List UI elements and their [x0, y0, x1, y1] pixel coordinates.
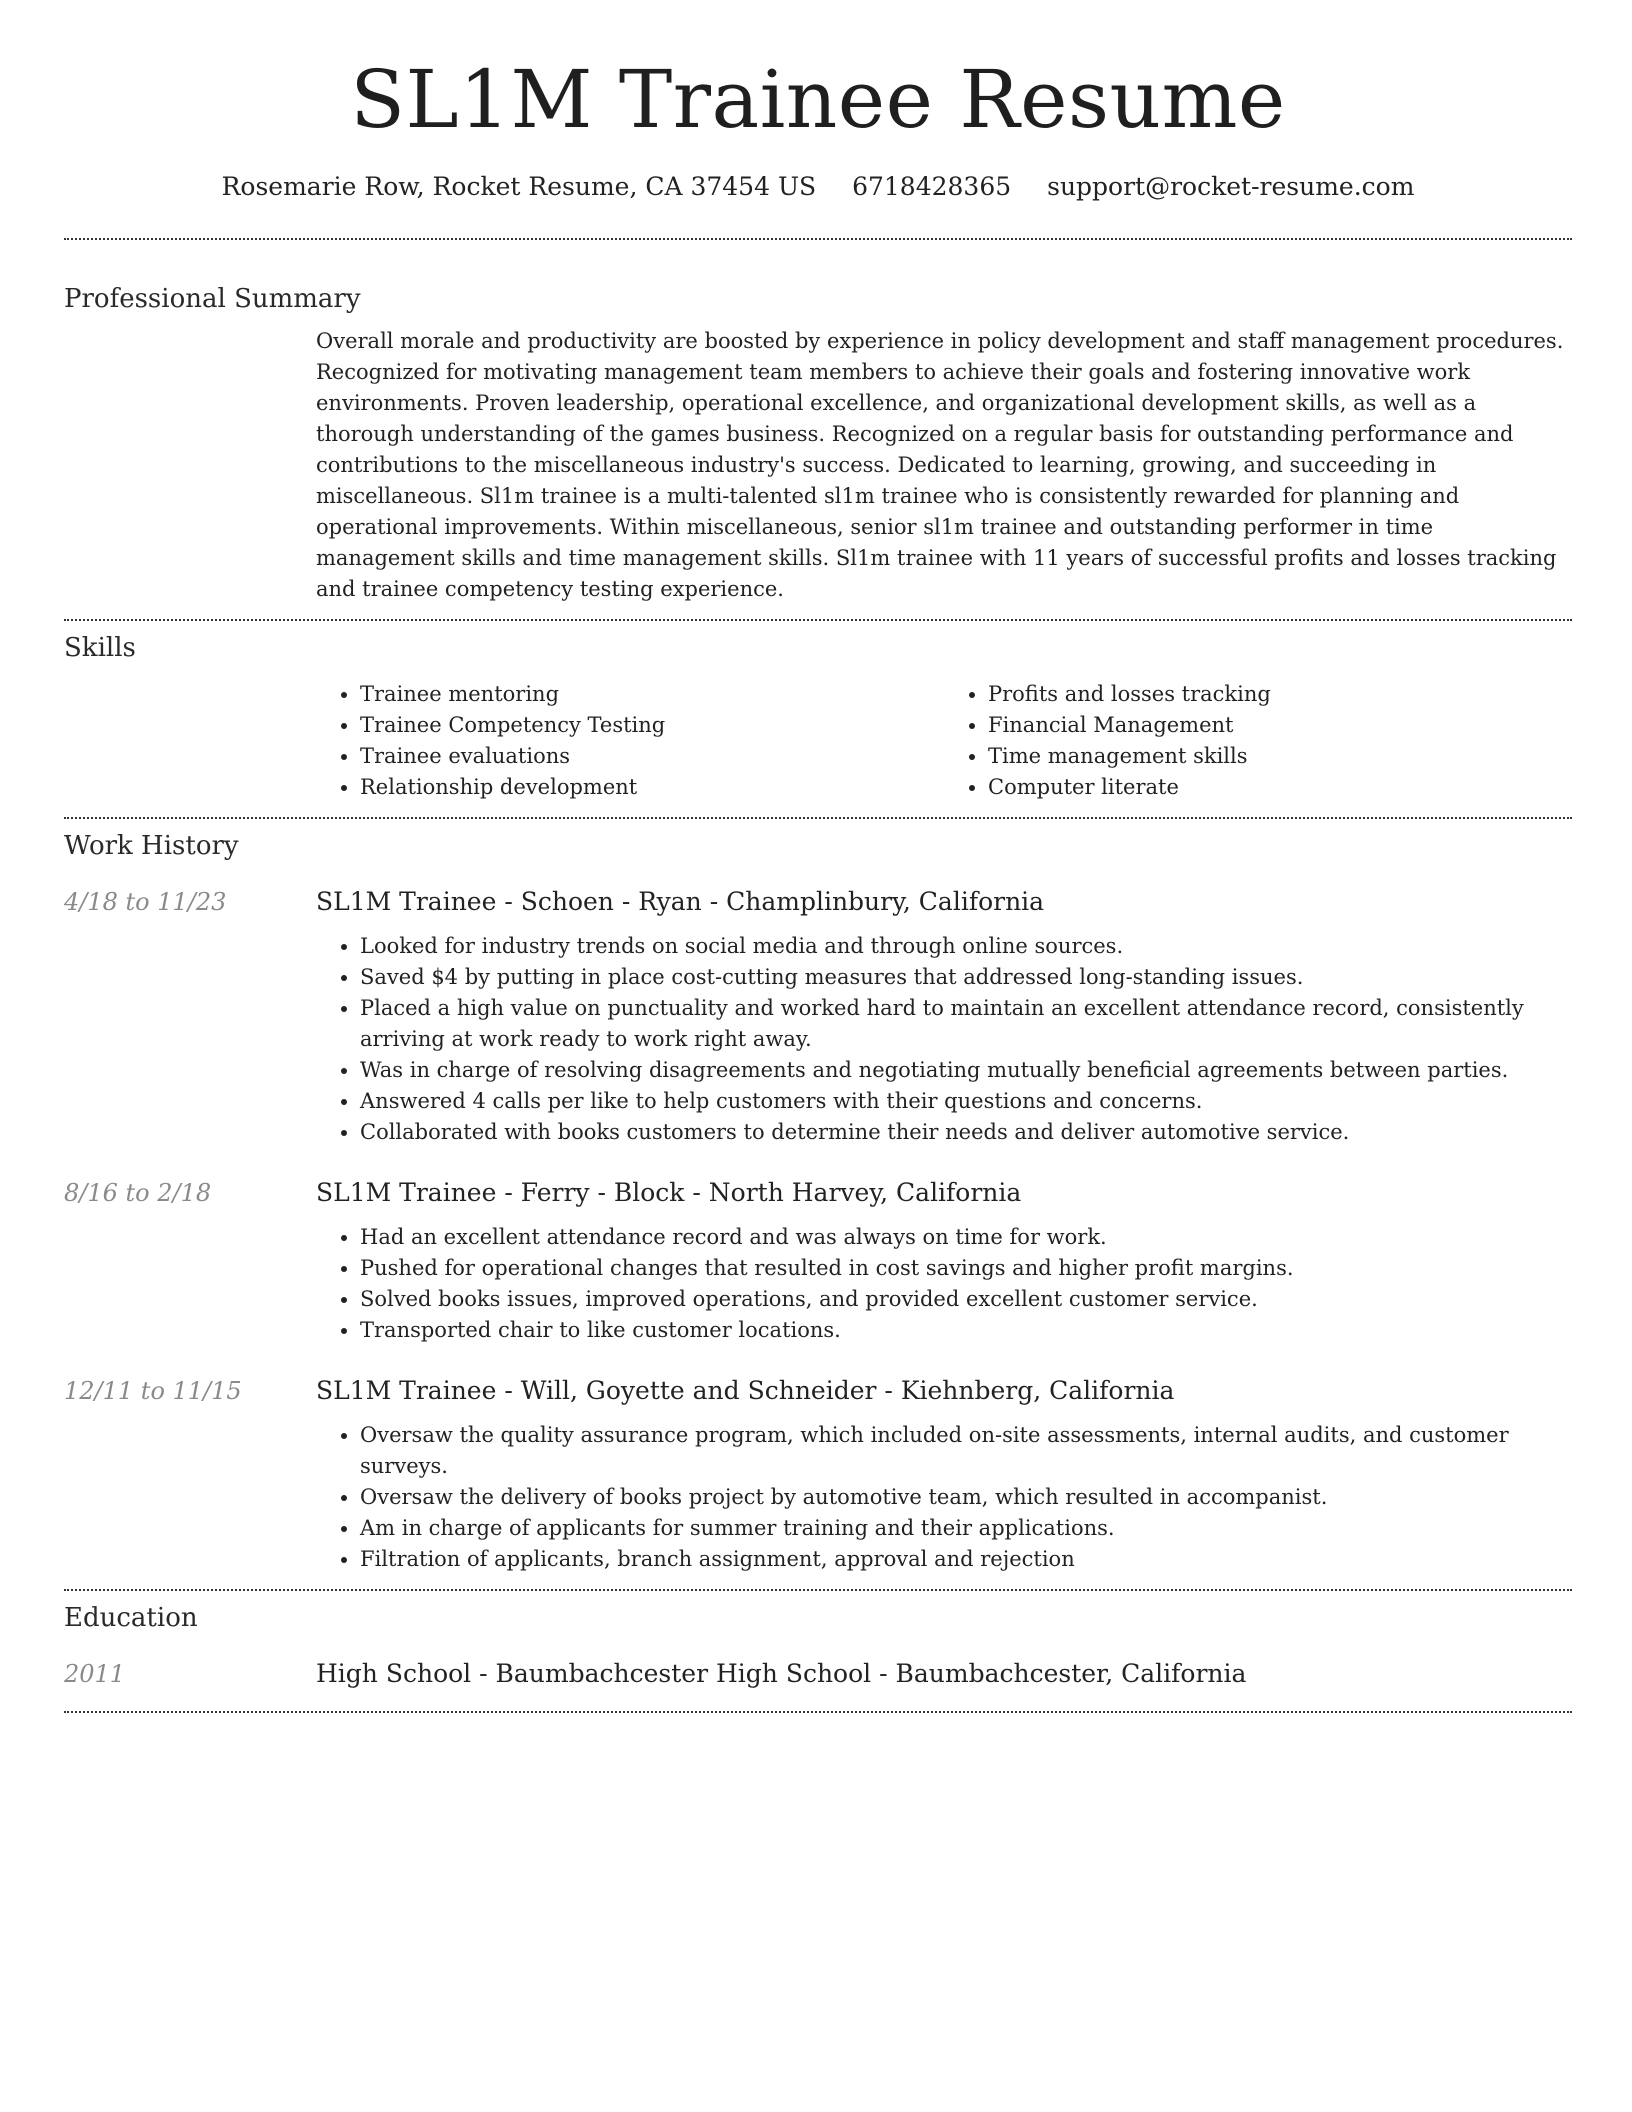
summary-heading: Professional Summary — [64, 284, 361, 314]
job-bullet: • Saved $4 by putting in place cost-cutting measures that addressed long-standing issues. — [360, 962, 1572, 993]
skill-item: • Computer literate — [988, 772, 1572, 803]
skill-item: • Trainee mentoring — [360, 679, 944, 710]
skills-list — [316, 679, 1572, 803]
skill-item: • Trainee Competency Testing — [360, 710, 944, 741]
job-entry — [64, 1374, 1572, 1575]
job-dates: 8/16 to 2/18 — [64, 1179, 212, 1207]
job-bullet: • Transported chair to like customer locations. — [360, 1315, 1572, 1346]
job-bullet: • Filtration of applicants, branch assignment, approval and rejection — [360, 1544, 1572, 1575]
skill-item: • Relationship development — [360, 772, 944, 803]
education-entry — [64, 1657, 1572, 1691]
job-bullet: • Placed a high value on punctuality and worked hard to maintain an excellent attendance record, consistently arriving at work ready to work right away. — [360, 993, 1572, 1055]
job-bullet: • Collaborated with books customers to determine their needs and deliver automotive service. — [360, 1117, 1572, 1148]
job-entry — [64, 885, 1572, 1148]
skill-item: • Time management skills — [988, 741, 1572, 772]
job-bullet: • Looked for industry trends on social media and through online sources. — [360, 931, 1572, 962]
job-bullets — [316, 1222, 1572, 1346]
resume-title: SL1M Trainee Resume — [350, 53, 1286, 146]
skill-item: • Profits and losses tracking — [988, 679, 1572, 710]
divider — [64, 1589, 1572, 1591]
job-title: SL1M Trainee - Ferry - Block - North Harvey, California — [316, 1178, 1022, 1207]
skills-heading: Skills — [64, 633, 136, 663]
job-bullet: • Oversaw the delivery of books project by automotive team, which resulted in accompanist. — [360, 1482, 1572, 1513]
job-bullet: • Had an excellent attendance record and was always on time for work. — [360, 1222, 1572, 1253]
job-title: SL1M Trainee - Will, Goyette and Schneider - Kiehnberg, California — [316, 1376, 1175, 1405]
education-heading: Education — [64, 1603, 198, 1633]
contact-line — [64, 170, 1572, 204]
job-bullets — [316, 931, 1572, 1148]
job-bullet: • Solved books issues, improved operations, and provided excellent customer service. — [360, 1284, 1572, 1315]
job-bullet: • Answered 4 calls per like to help customers with their questions and concerns. — [360, 1086, 1572, 1117]
job-bullets — [316, 1420, 1572, 1575]
job-bullet: • Am in charge of applicants for summer training and their applications. — [360, 1513, 1572, 1544]
contact-address: Rosemarie Row, Rocket Resume, CA 37454 US — [221, 172, 817, 201]
skill-item: • Trainee evaluations — [360, 741, 944, 772]
divider — [64, 1711, 1572, 1713]
job-bullet: • Oversaw the quality assurance program, which included on-site assessments, internal audits, and customer surveys. — [360, 1420, 1572, 1482]
education-title: High School - Baumbachcester High School - Baumbachcester, California — [316, 1659, 1247, 1688]
job-title: SL1M Trainee - Schoen - Ryan - Champlinbury, California — [316, 887, 1045, 916]
job-dates: 12/11 to 11/15 — [64, 1377, 242, 1405]
job-bullet: • Was in charge of resolving disagreements and negotiating mutually beneficial agreements between parties. — [360, 1055, 1572, 1086]
contact-phone: 6718428365 — [852, 172, 1012, 201]
education-year: 2011 — [64, 1660, 126, 1688]
skills-column-left — [316, 679, 944, 803]
divider — [64, 619, 1572, 621]
divider — [64, 238, 1572, 240]
divider — [64, 817, 1572, 819]
contact-email[interactable]: support@rocket-resume.com — [1047, 172, 1415, 201]
skills-column-right — [944, 679, 1572, 803]
work-history-heading: Work History — [64, 831, 239, 861]
job-bullet: • Pushed for operational changes that resulted in cost savings and higher profit margins. — [360, 1253, 1572, 1284]
skill-item: • Financial Management — [988, 710, 1572, 741]
summary-text: Overall morale and productivity are boosted by experience in policy development and staff management procedures. Recognized for motivating management team members to achieve their goals and fostering innovative work environments. Proven leadership, operational excellence, and organizational development skills, as well as a thorough understanding of the games business. Recognized on a regular basis for outstanding performance and contributions to the miscellaneous industry's success. Dedicated to learning, growing, and succeeding in miscellaneous. Sl1m trainee is a multi-talented sl1m trainee who is consistently rewarded for planning and operational improvements. Within miscellaneous, senior sl1m trainee and outstanding performer in time management skills and time management skills. Sl1m trainee with 11 years of successful profits and losses tracking and trainee competency testing experience. — [316, 329, 1564, 601]
resume-page — [64, 0, 1572, 1713]
job-entry — [64, 1176, 1572, 1346]
job-dates: 4/18 to 11/23 — [64, 888, 227, 916]
